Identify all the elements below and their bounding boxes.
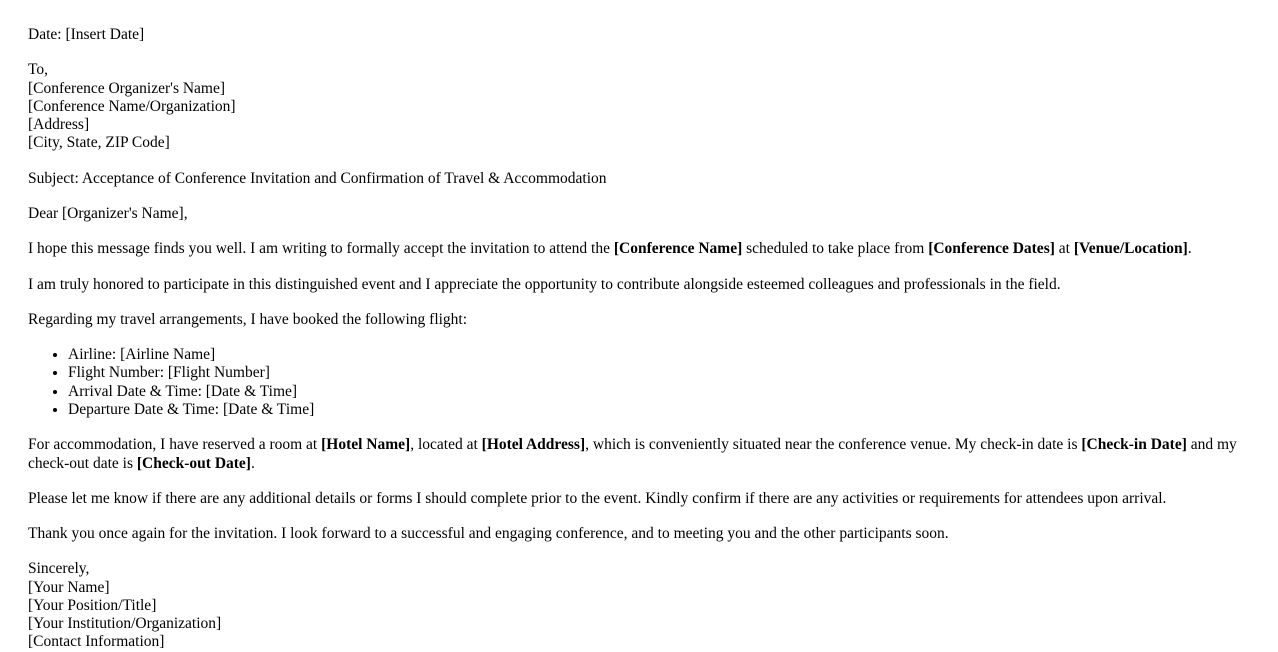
paragraph-additional-details: Please let me know if there are any additional details or forms I should complete prior to the event. Kindly confirm if there are any activities or requirements for attendees upon arrival. <box>28 489 1167 507</box>
closing-sign-off: Sincerely, <box>28 560 90 578</box>
conference-name-placeholder: [Conference Name] <box>613 240 743 258</box>
paragraph-accommodation-text-2: , located at <box>410 436 482 454</box>
recipient-line-organization: [Conference Name/Organization] <box>28 97 236 115</box>
closing-line-name: [Your Name] <box>28 578 110 596</box>
list-item: • Flight Number: [Flight Number] <box>68 364 1250 382</box>
check-out-date-placeholder: [Check-out Date] <box>136 454 251 472</box>
date-line: Date: [Insert Date] <box>28 26 145 43</box>
list-item: • Arrival Date & Time: [Date & Time] <box>68 383 1250 401</box>
paragraph-accommodation-text-3: , which is conveniently situated near the conference venue. My check-in date is <box>585 436 1082 454</box>
closing-block <box>28 560 1250 651</box>
paragraph-honored: I am truly honored to participate in this distinguished event and I appreciate the opportunity to contribute alongside esteemed colleagues and professionals in the field. <box>28 275 1061 293</box>
conference-dates-placeholder: [Conference Dates] <box>928 240 1055 258</box>
greeting-line: Dear [Organizer's Name], <box>28 204 188 222</box>
paragraph-acceptance <box>28 240 1250 258</box>
paragraph-acceptance-text-4: . <box>1187 240 1192 258</box>
hotel-address-placeholder: [Hotel Address] <box>481 436 586 454</box>
closing-line-position: [Your Position/Title] <box>28 596 157 614</box>
list-item: • Airline: [Airline Name] <box>68 346 1250 364</box>
paragraph-acceptance-text-3: at <box>1054 240 1074 258</box>
venue-location-placeholder: [Venue/Location] <box>1073 240 1188 258</box>
recipient-line-city-state-zip: [City, State, ZIP Code] <box>28 134 170 152</box>
paragraph-accommodation-text-5: . <box>250 454 255 472</box>
hotel-name-placeholder: [Hotel Name] <box>321 436 411 454</box>
paragraph-accommodation-text-1: For accommodation, I have reserved a room at <box>28 436 322 454</box>
paragraph-accommodation <box>28 436 1250 473</box>
paragraph-travel-intro: Regarding my travel arrangements, I have booked the following flight: <box>28 310 468 328</box>
closing-line-institution: [Your Institution/Organization] <box>28 615 222 633</box>
paragraph-accommodation-text-4: and my check-out date is <box>28 436 1237 472</box>
recipient-line-organizer-name: [Conference Organizer's Name] <box>28 79 226 97</box>
paragraph-thanks: Thank you once again for the invitation. I look forward to a successful and engaging conference, and to meeting you and the other participants soon. <box>28 525 949 543</box>
recipient-salutation: To, <box>28 61 49 79</box>
paragraph-acceptance-text-1: I hope this message finds you well. I am writing to formally accept the invitation to attend the <box>28 240 614 258</box>
recipient-line-address: [Address] <box>28 116 90 134</box>
closing-line-contact: [Contact Information] <box>28 633 165 651</box>
subject-line: Subject: Acceptance of Conference Invitation and Confirmation of Travel & Accommodation <box>28 169 607 187</box>
flight-details-list <box>28 346 1250 419</box>
paragraph-acceptance-text-2: scheduled to take place from <box>742 240 929 258</box>
recipient-address-block <box>28 61 1250 152</box>
list-item: • Departure Date & Time: [Date & Time] <box>68 401 1250 419</box>
check-in-date-placeholder: [Check-in Date] <box>1081 436 1187 454</box>
